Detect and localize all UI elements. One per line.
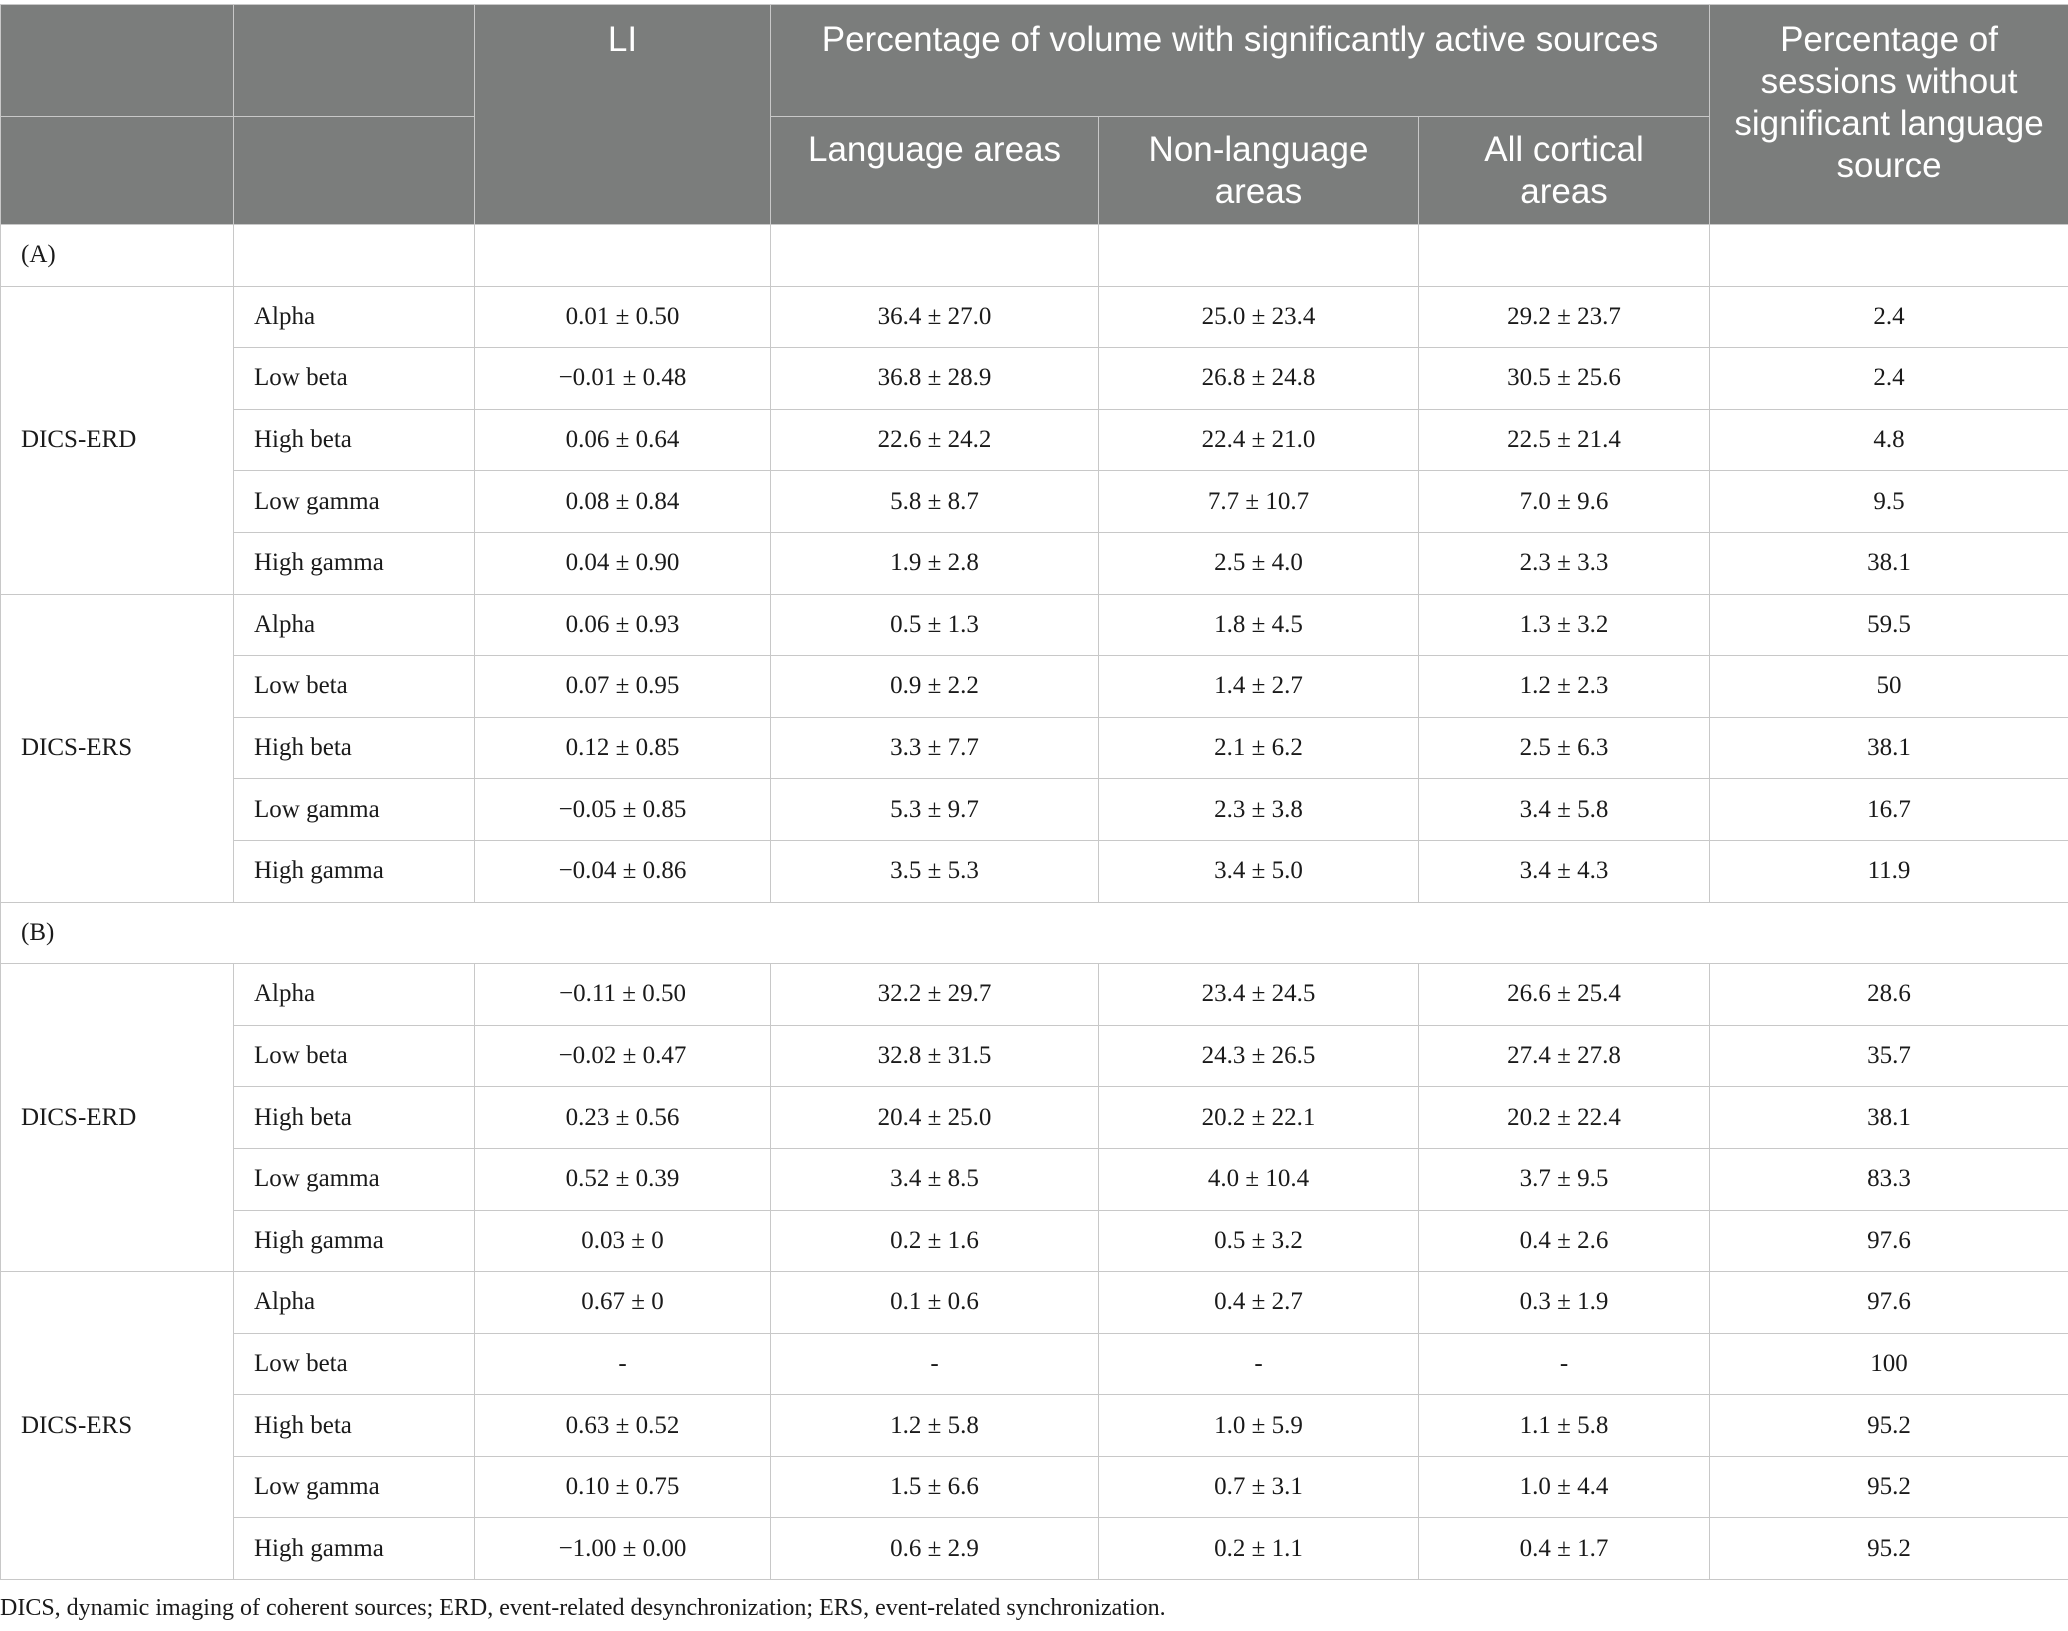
language-areas-cell: 3.4 ± 8.5 bbox=[771, 1148, 1099, 1210]
language-areas-cell: 36.4 ± 27.0 bbox=[771, 286, 1099, 348]
table-row bbox=[1, 348, 2068, 410]
sessions-cell: 38.1 bbox=[1710, 1087, 2068, 1149]
language-areas-cell: 0.1 ± 0.6 bbox=[771, 1272, 1099, 1334]
language-areas-cell: 36.8 ± 28.9 bbox=[771, 348, 1099, 410]
band-cell: High gamma bbox=[234, 840, 475, 902]
sessions-cell: 16.7 bbox=[1710, 779, 2068, 841]
li-cell: 0.01 ± 0.50 bbox=[475, 286, 771, 348]
table-row bbox=[1, 1025, 2068, 1087]
sessions-cell: 4.8 bbox=[1710, 409, 2068, 471]
li-cell: −1.00 ± 0.00 bbox=[475, 1518, 771, 1580]
band-cell: Alpha bbox=[234, 286, 475, 348]
all-cortical-areas-cell: 30.5 ± 25.6 bbox=[1419, 348, 1710, 410]
table-header bbox=[1, 5, 2068, 225]
sessions-cell: 59.5 bbox=[1710, 594, 2068, 656]
table-body bbox=[1, 225, 2068, 1580]
non-language-areas-cell: 4.0 ± 10.4 bbox=[1099, 1148, 1419, 1210]
band-cell: High beta bbox=[234, 409, 475, 471]
non-language-areas-cell: 2.1 ± 6.2 bbox=[1099, 717, 1419, 779]
language-areas-cell: 1.5 ± 6.6 bbox=[771, 1456, 1099, 1518]
section-row bbox=[1, 902, 2068, 964]
non-language-areas-cell: 2.5 ± 4.0 bbox=[1099, 532, 1419, 594]
all-cortical-areas-cell: 1.0 ± 4.4 bbox=[1419, 1456, 1710, 1518]
band-cell: Low beta bbox=[234, 1333, 475, 1395]
header-non-language-areas: Non-language areas bbox=[1099, 117, 1419, 225]
language-areas-cell: 0.5 ± 1.3 bbox=[771, 594, 1099, 656]
table-row bbox=[1, 1333, 2068, 1395]
table-row bbox=[1, 286, 2068, 348]
language-areas-cell: 5.3 ± 9.7 bbox=[771, 779, 1099, 841]
language-areas-cell: 0.9 ± 2.2 bbox=[771, 656, 1099, 718]
header-li: LI bbox=[475, 5, 771, 225]
band-cell: Low gamma bbox=[234, 1148, 475, 1210]
li-cell: −0.01 ± 0.48 bbox=[475, 348, 771, 410]
language-areas-cell: 0.6 ± 2.9 bbox=[771, 1518, 1099, 1580]
li-cell: 0.03 ± 0 bbox=[475, 1210, 771, 1272]
table-row bbox=[1, 1518, 2068, 1580]
li-cell: 0.23 ± 0.56 bbox=[475, 1087, 771, 1149]
empty-cell bbox=[234, 225, 475, 287]
section-row bbox=[1, 225, 2068, 287]
li-cell: 0.06 ± 0.93 bbox=[475, 594, 771, 656]
table-row bbox=[1, 532, 2068, 594]
empty-cell bbox=[771, 225, 1099, 287]
language-areas-cell: 20.4 ± 25.0 bbox=[771, 1087, 1099, 1149]
empty-cell bbox=[1710, 225, 2068, 287]
li-cell: −0.02 ± 0.47 bbox=[475, 1025, 771, 1087]
table-row bbox=[1, 656, 2068, 718]
band-cell: High gamma bbox=[234, 532, 475, 594]
empty-cell bbox=[475, 225, 771, 287]
all-cortical-areas-cell: 1.1 ± 5.8 bbox=[1419, 1395, 1710, 1457]
li-cell: 0.06 ± 0.64 bbox=[475, 409, 771, 471]
all-cortical-areas-cell: 1.3 ± 3.2 bbox=[1419, 594, 1710, 656]
sessions-cell: 2.4 bbox=[1710, 286, 2068, 348]
results-table bbox=[0, 4, 2068, 1580]
language-areas-cell: 32.8 ± 31.5 bbox=[771, 1025, 1099, 1087]
sessions-cell: 97.6 bbox=[1710, 1210, 2068, 1272]
all-cortical-areas-cell: 3.4 ± 4.3 bbox=[1419, 840, 1710, 902]
band-cell: Alpha bbox=[234, 964, 475, 1026]
all-cortical-areas-cell: 3.7 ± 9.5 bbox=[1419, 1148, 1710, 1210]
all-cortical-areas-cell: 26.6 ± 25.4 bbox=[1419, 964, 1710, 1026]
non-language-areas-cell: 26.8 ± 24.8 bbox=[1099, 348, 1419, 410]
all-cortical-areas-cell: 3.4 ± 5.8 bbox=[1419, 779, 1710, 841]
sessions-cell: 11.9 bbox=[1710, 840, 2068, 902]
sessions-cell: 50 bbox=[1710, 656, 2068, 718]
non-language-areas-cell: 3.4 ± 5.0 bbox=[1099, 840, 1419, 902]
language-areas-cell: 3.3 ± 7.7 bbox=[771, 717, 1099, 779]
header-empty-4 bbox=[234, 117, 475, 225]
li-cell: 0.08 ± 0.84 bbox=[475, 471, 771, 533]
li-cell: 0.12 ± 0.85 bbox=[475, 717, 771, 779]
all-cortical-areas-cell: 1.2 ± 2.3 bbox=[1419, 656, 1710, 718]
band-cell: Low beta bbox=[234, 656, 475, 718]
sessions-cell: 9.5 bbox=[1710, 471, 2068, 533]
table-row bbox=[1, 717, 2068, 779]
group-label: DICS-ERD bbox=[1, 286, 234, 594]
table-row bbox=[1, 840, 2068, 902]
li-cell: −0.04 ± 0.86 bbox=[475, 840, 771, 902]
section-label: (A) bbox=[1, 225, 234, 287]
non-language-areas-cell: 1.8 ± 4.5 bbox=[1099, 594, 1419, 656]
sessions-cell: 83.3 bbox=[1710, 1148, 2068, 1210]
group-label: DICS-ERS bbox=[1, 1272, 234, 1580]
sessions-cell: 95.2 bbox=[1710, 1456, 2068, 1518]
band-cell: Alpha bbox=[234, 594, 475, 656]
language-areas-cell: 22.6 ± 24.2 bbox=[771, 409, 1099, 471]
band-cell: High beta bbox=[234, 1395, 475, 1457]
band-cell: High gamma bbox=[234, 1518, 475, 1580]
non-language-areas-cell: 23.4 ± 24.5 bbox=[1099, 964, 1419, 1026]
sessions-cell: 97.6 bbox=[1710, 1272, 2068, 1334]
all-cortical-areas-cell: 0.4 ± 1.7 bbox=[1419, 1518, 1710, 1580]
table-row bbox=[1, 1272, 2068, 1334]
language-areas-cell: - bbox=[771, 1333, 1099, 1395]
non-language-areas-cell: 1.4 ± 2.7 bbox=[1099, 656, 1419, 718]
all-cortical-areas-cell: 29.2 ± 23.7 bbox=[1419, 286, 1710, 348]
non-language-areas-cell: 20.2 ± 22.1 bbox=[1099, 1087, 1419, 1149]
li-cell: 0.67 ± 0 bbox=[475, 1272, 771, 1334]
table-row bbox=[1, 1395, 2068, 1457]
language-areas-cell: 1.9 ± 2.8 bbox=[771, 532, 1099, 594]
li-cell: −0.11 ± 0.50 bbox=[475, 964, 771, 1026]
empty-cell bbox=[1419, 225, 1710, 287]
band-cell: High beta bbox=[234, 717, 475, 779]
header-empty-3 bbox=[1, 117, 234, 225]
table-row bbox=[1, 779, 2068, 841]
language-areas-cell: 5.8 ± 8.7 bbox=[771, 471, 1099, 533]
band-cell: High beta bbox=[234, 1087, 475, 1149]
sessions-cell: 38.1 bbox=[1710, 532, 2068, 594]
language-areas-cell: 1.2 ± 5.8 bbox=[771, 1395, 1099, 1457]
non-language-areas-cell: - bbox=[1099, 1333, 1419, 1395]
non-language-areas-cell: 7.7 ± 10.7 bbox=[1099, 471, 1419, 533]
table-row bbox=[1, 1210, 2068, 1272]
all-cortical-areas-cell: 7.0 ± 9.6 bbox=[1419, 471, 1710, 533]
li-cell: 0.63 ± 0.52 bbox=[475, 1395, 771, 1457]
all-cortical-areas-cell: 20.2 ± 22.4 bbox=[1419, 1087, 1710, 1149]
table-row bbox=[1, 1087, 2068, 1149]
language-areas-cell: 3.5 ± 5.3 bbox=[771, 840, 1099, 902]
language-areas-cell: 32.2 ± 29.7 bbox=[771, 964, 1099, 1026]
band-cell: Alpha bbox=[234, 1272, 475, 1334]
band-cell: Low gamma bbox=[234, 1456, 475, 1518]
sessions-cell: 100 bbox=[1710, 1333, 2068, 1395]
header-percentage-volume: Percentage of volume with significantly active sources bbox=[771, 5, 1710, 117]
all-cortical-areas-cell: - bbox=[1419, 1333, 1710, 1395]
sessions-cell: 95.2 bbox=[1710, 1395, 2068, 1457]
li-cell: 0.52 ± 0.39 bbox=[475, 1148, 771, 1210]
band-cell: Low gamma bbox=[234, 471, 475, 533]
band-cell: Low beta bbox=[234, 1025, 475, 1087]
non-language-areas-cell: 0.2 ± 1.1 bbox=[1099, 1518, 1419, 1580]
all-cortical-areas-cell: 2.3 ± 3.3 bbox=[1419, 532, 1710, 594]
sessions-cell: 35.7 bbox=[1710, 1025, 2068, 1087]
non-language-areas-cell: 0.7 ± 3.1 bbox=[1099, 1456, 1419, 1518]
language-areas-cell: 0.2 ± 1.6 bbox=[771, 1210, 1099, 1272]
li-cell: 0.10 ± 0.75 bbox=[475, 1456, 771, 1518]
all-cortical-areas-cell: 22.5 ± 21.4 bbox=[1419, 409, 1710, 471]
non-language-areas-cell: 25.0 ± 23.4 bbox=[1099, 286, 1419, 348]
all-cortical-areas-cell: 2.5 ± 6.3 bbox=[1419, 717, 1710, 779]
non-language-areas-cell: 0.4 ± 2.7 bbox=[1099, 1272, 1419, 1334]
header-empty-1 bbox=[1, 5, 234, 117]
all-cortical-areas-cell: 27.4 ± 27.8 bbox=[1419, 1025, 1710, 1087]
header-empty-2 bbox=[234, 5, 475, 117]
sessions-cell: 38.1 bbox=[1710, 717, 2068, 779]
li-cell: 0.07 ± 0.95 bbox=[475, 656, 771, 718]
header-language-areas: Language areas bbox=[771, 117, 1099, 225]
section-label: (B) bbox=[1, 902, 2068, 964]
band-cell: Low gamma bbox=[234, 779, 475, 841]
band-cell: High gamma bbox=[234, 1210, 475, 1272]
table-row bbox=[1, 594, 2068, 656]
table-row bbox=[1, 409, 2068, 471]
non-language-areas-cell: 22.4 ± 21.0 bbox=[1099, 409, 1419, 471]
table-row bbox=[1, 471, 2068, 533]
header-all-cortical-areas: All cortical areas bbox=[1419, 117, 1710, 225]
sessions-cell: 2.4 bbox=[1710, 348, 2068, 410]
all-cortical-areas-cell: 0.4 ± 2.6 bbox=[1419, 1210, 1710, 1272]
li-cell: 0.04 ± 0.90 bbox=[475, 532, 771, 594]
group-label: DICS-ERD bbox=[1, 964, 234, 1272]
empty-cell bbox=[1099, 225, 1419, 287]
li-cell: −0.05 ± 0.85 bbox=[475, 779, 771, 841]
table-row bbox=[1, 964, 2068, 1026]
table-row bbox=[1, 1148, 2068, 1210]
all-cortical-areas-cell: 0.3 ± 1.9 bbox=[1419, 1272, 1710, 1334]
table-row bbox=[1, 1456, 2068, 1518]
header-percentage-sessions: Percentage of sessions without significant language source bbox=[1710, 5, 2068, 225]
non-language-areas-cell: 1.0 ± 5.9 bbox=[1099, 1395, 1419, 1457]
li-cell: - bbox=[475, 1333, 771, 1395]
group-label: DICS-ERS bbox=[1, 594, 234, 902]
sessions-cell: 95.2 bbox=[1710, 1518, 2068, 1580]
sessions-cell: 28.6 bbox=[1710, 964, 2068, 1026]
band-cell: Low beta bbox=[234, 348, 475, 410]
non-language-areas-cell: 24.3 ± 26.5 bbox=[1099, 1025, 1419, 1087]
non-language-areas-cell: 0.5 ± 3.2 bbox=[1099, 1210, 1419, 1272]
non-language-areas-cell: 2.3 ± 3.8 bbox=[1099, 779, 1419, 841]
footnote: DICS, dynamic imaging of coherent sources; ERD, event-related desynchronization; ERS, event-related synchronization. bbox=[0, 1595, 1166, 1621]
